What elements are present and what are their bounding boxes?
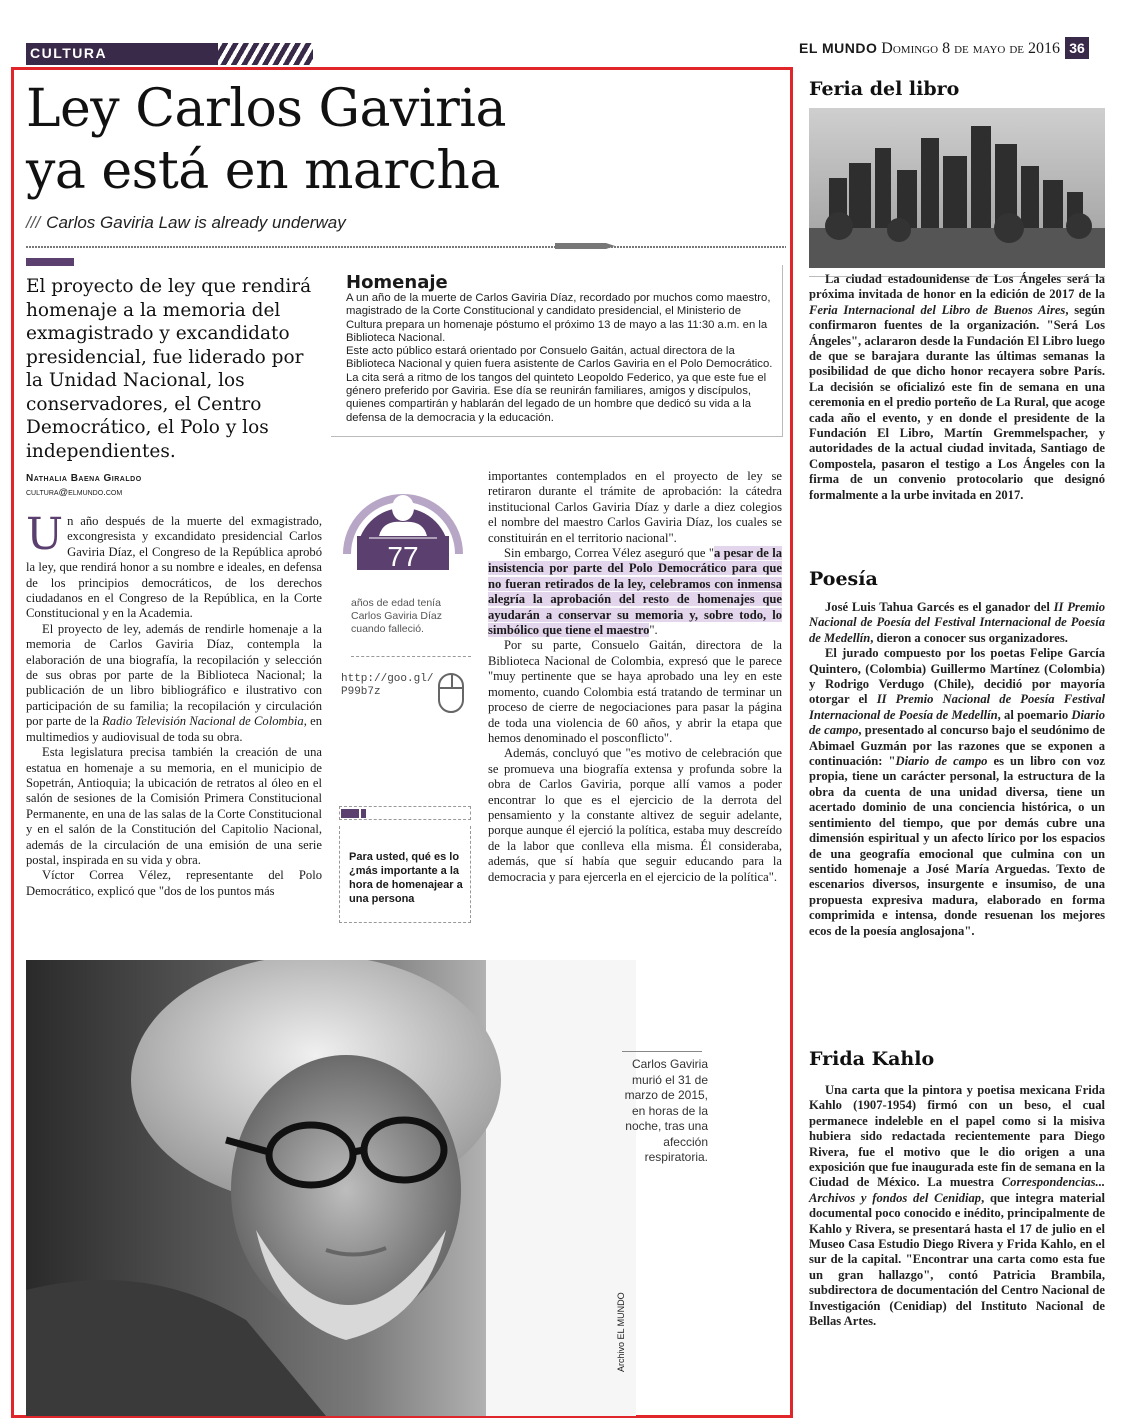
subhead-slashes: /// — [26, 213, 41, 232]
los-angeles-skyline-photo — [809, 108, 1105, 268]
homenaje-paragraph-1: A un año de la muerte de Carlos Gaviria Díaz, recordado por muchos como maestro, magistrado de la Corte Constitucional y candidato presidencial, el Ministerio de Cultura prepara un homenaje póstumo el próximo 13 de mayo a las 11:30 a.m. en la Biblioteca Nacional. — [346, 292, 771, 344]
drop-cap: U — [26, 509, 64, 560]
body-paragraph: Sin embargo, Correa Vélez aseguró que "a pesar de la insistencia por parte del Polo Democrático para que no fueran retirados de la ley, celebramos con inmensa alegría la aprobación del resto de homenajes que ayudarán a conservar su memoria y, sobre todo, lo simbólico que tiene el maestro". — [488, 546, 782, 638]
feria-text: La ciudad estadounidense de Los Ángeles será la próxima invitada de honor en la edición de 2017 de la Feria Internacional del Libro de Buenos Aires, según confirmaron fuentes de la organización. "Será Los Ángeles", aclararon desde la Fundación El Libro luego de que se barajara durante las últimas semanas la posibilidad de que dicho honor recayera sobre París. La decisión se oficializó este fin de semana en una ceremonia en el predio porteño de La Rural, que acoge cada año el evento, y en donde el presidente de la Fundación El Libro, Martín Gremmelspacher, y autoridades de la actual ciudad invitada, Santiago de Compostela, pasaron el testigo a Los Ángeles con la firma de un convenio protocolario que designó formalmente a la urbe invitada en 2017. — [809, 272, 1106, 502]
body-paragraph: Esta legislatura precisa también la creación de una estatua en homenaje a su memoria, en el municipio de Sopetrán, Antioquia; la ubicación de retratos al óleo en el salón de sesiones de la Comisión Primera Constitucional Permanente, en una de las salas de la Corte Constitucional y en el salón de la Constitución del Capitolio Nacional, además de la circulación de una emisión de una serie postal, inspirada en su vida y obra. — [26, 745, 322, 867]
age-stat-description: años de edad tenía Carlos Gaviria Díaz cuando falleció. — [351, 597, 443, 635]
homenaje-title: Homenaje — [346, 272, 448, 293]
section-hatch — [218, 43, 313, 65]
poesia-title: Poesía — [809, 568, 878, 590]
headline — [26, 78, 586, 202]
section-label: CULTURA — [30, 45, 108, 61]
body-paragraph: Un año después de la muerte del exmagistrado, excongresista y excandidato presidencial Carlos Gaviria Díaz, el Congreso de la República aprobó la ley, que rendirá honor a su nombre e ideales, en defensa de los principios democráticos, de los derechos ciudadanos en el Congreso de la República, en la Corte Constitucional y en la Academia. — [26, 509, 322, 621]
photo-credit: Archivo EL MUNDO — [616, 1292, 626, 1372]
stat-divider — [351, 656, 471, 657]
author-name: Nathalia Baena Giraldo — [26, 473, 142, 484]
subhead-text: Carlos Gaviria Law is already underway — [46, 213, 346, 232]
author-email: cultura@elmundo.com — [26, 487, 123, 498]
issue-date: Domingo 8 de mayo de 2016 — [881, 40, 1060, 57]
caption-rule — [622, 1051, 702, 1052]
body-column-2 — [488, 469, 782, 885]
subheadline — [26, 213, 346, 233]
paper-name: EL MUNDO — [798, 40, 878, 56]
highlighted-quote: a pesar de la insistencia por parte del Polo Democrático para que no fueran retirados de la ley, celebramos con inmensa alegría la aprobación del resto de homenajes que ayudarán a conservar su memoria y, sobre todo, lo simbólico que tiene el maestro — [488, 546, 782, 638]
masthead — [799, 40, 1060, 58]
section-bar — [26, 43, 313, 65]
feria-title: Feria del libro — [809, 78, 960, 100]
question-marker — [339, 806, 471, 820]
divider-rule — [26, 246, 786, 248]
portrait-photo — [26, 960, 636, 1416]
headline-line-1: Ley Carlos Gaviria — [26, 79, 507, 139]
age-stat-value: 77 — [387, 541, 419, 572]
poesia-text: José Luis Tahua Garcés es el ganador del II Premio Nacional de Poesía del Festival Internacional de Poesía de Medellín, dieron a conocer sus organizadores. El jurado compuesto por los poetas Felipe García Quintero, (Colombia) Guillermo Martínez (Colombia) y Rodrigo Verdugo (Chile), decidió por mayoría otorgar el II Premio Nacional de Poesía Festival Internacional de Poesía de Medellín, al poemario Diario de campo, presentado al concurso bajo el seudónimo de Abimael Guzmán por las razones que se exponen a continuación: "Diario de campo es un libro con voz propia, tiene un carácter personal, la estructura de la obra da cuenta de una unidad diversa, tiene un acertado dominio de una conciencia histórica, o un sentimiento del tiempo, que por demás cubre una dimensión espiritual y un afecto lírico por los espacios de una geografía emocional que culmina con un sentido homenaje a José María Arguedas. Texto de escenarios diversos, insurgente e insumiso, de una propuesta expresiva madura, elaborado en forma comprimida e intensa, donde resuenan los mejores ecos de la poesía anglosajona". — [809, 600, 1105, 938]
body-paragraph: El proyecto de ley, además de rendirle homenaje a la memoria de Carlos Gaviria Díaz, contempla la elaboración de una biografía, la recopilación y selección de sus obras por parte de la Biblioteca Nacional; la publicación de un libro bibliográfico e ilustrativo con participación de su familia; la recopilación y circulación por parte de la Radio Televisión Nacional de Colombia, en multimedios y audiovisual de toda su obra. — [26, 621, 323, 744]
short-link[interactable]: http://goo.gl/ P99b7z — [341, 673, 434, 698]
lead-marker — [26, 258, 74, 266]
page-number: 36 — [1065, 37, 1089, 59]
photo-caption: Carlos Gaviria murió el 31 de marzo de 2015, en horas de la noche, tras una afección respiratoria. — [624, 1057, 708, 1164]
headline-line-2: ya está en marcha — [26, 141, 500, 201]
frida-text: Una carta que la pintora y poetisa mexicana Frida Kahlo (1907-1954) firmó con un beso, el cual permanece indeleble en el papel como si la misiva hubiera sido redactada recientemente para Diego Rivera, fue el motivo que le dio origen a una exposición que fue inaugurada este fin de semana en la Ciudad de México. La muestra Correspondencias... Archivos y fondos del Cenidiap, que integra material documental poco conocido e inédito, principalmente de Kahlo y Rivera, se presentará hasta el 17 de julio en el Museo Casa Estudio Diego Rivera y Frida Kahlo, en el sur de la capital. "Encontrar una carta como esta fue un gran hallazgo", contó Patricia Brambila, subdirectora de documentación del Centro Nacional de Investigación (Cenidiap) del Instituto Nacional de Bellas Artes. — [809, 1083, 1106, 1329]
body-paragraph: Por su parte, Consuelo Gaitán, directora de la Biblioteca Nacional de Colombia, expresó que le parece "muy pertinente que se haya aprobado una ley en este momento, cuando Colombia está tratando de terminar un proceso de cierre de negociaciones para pasar la página de toda una violencia de 60 años, y abrir la etapa que hemos denominado el posconflicto". — [488, 638, 782, 745]
mouse-icon — [438, 673, 464, 713]
homenaje-text — [346, 292, 774, 425]
frida-title: Frida Kahlo — [809, 1048, 935, 1070]
body-paragraph: importantes contemplados en el proyecto de ley se retiraron durante el trámite de aprobación: la cátedra institucional Carlos Gaviria Díaz y darle a diez colegios el nombre del maestro Carlos Gaviria Díaz, los cuales se constituirán en el territorio nacional". — [488, 469, 782, 545]
homenaje-paragraph-2: Este acto público estará orientado por Consuelo Gaitán, actual directora de la Biblioteca Nacional y quien fuera asistente de Carlos Gaviria en el Polo Democrático. La cita será a ritmo de los tangos del quinteto Leopoldo Federico, ya que este fue el género preferido por Gaviria. Ese día se reunirán familiares, amigos y discípulos, quienes compartirán y hablarán del legado de un hombre que dedicó su vida a la defensa de la democracia y la educación. — [346, 345, 773, 424]
pencil-icon — [555, 243, 615, 249]
lead-paragraph: El proyecto de ley que rendirá homenaje a la memoria del exmagistrado y excandidato presidencial, fue liderado por la Unidad Nacional, los conservadores, el Centro Democrático, el Polo y los independientes. — [26, 276, 312, 462]
age-stat-graphic — [339, 466, 467, 586]
body-paragraph: Víctor Correa Vélez, representante del Polo Democrático, explicó que "dos de los puntos más — [26, 868, 322, 898]
body-column-1 — [26, 509, 323, 899]
reader-question: Para usted, qué es lo ¿más importante a la hora de homenajear a una persona — [349, 851, 463, 905]
body-paragraph: Además, concluyó que "es motivo de celebración que se promueva una biografía extensa y profunda sobre la obra de Carlos Gaviria, porque allí vamos a poder encontrar lo que es el ejercicio de la derrota del pensamiento y la constante altivez de seguir adelante, porque aunque él ejerció la política, estaba muy descreído de la labor que conlleva ella misma. Él consideraba, además, que sí había que seguir educando para la democracia y para ejercerla en el ejercicio de la política". — [488, 746, 782, 884]
